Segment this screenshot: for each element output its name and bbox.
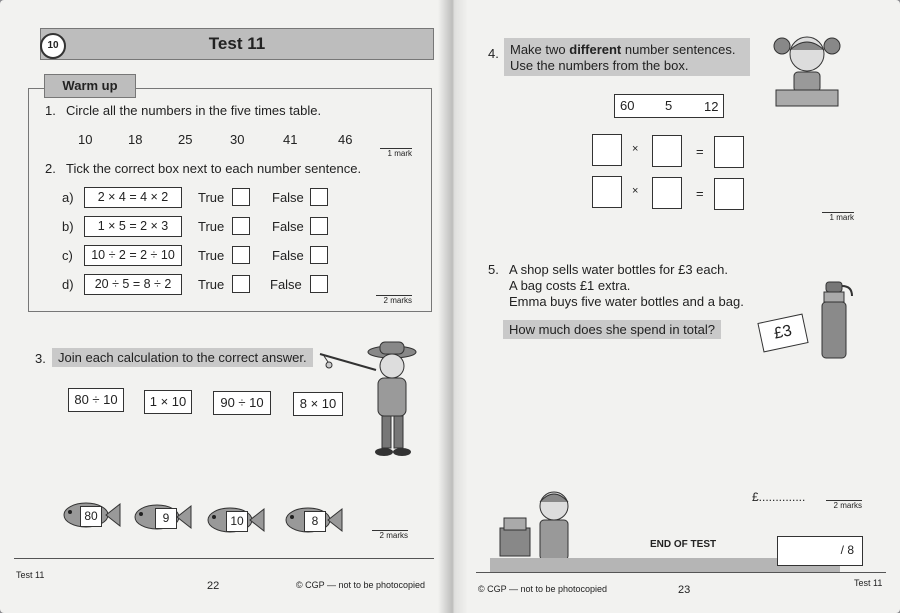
number-60: 60 bbox=[620, 98, 635, 113]
footer-copyright-right: © CGP — not to be photocopied bbox=[478, 584, 608, 594]
q3-answer-1[interactable]: 80 bbox=[80, 506, 102, 527]
q2d-false-label: False bbox=[270, 277, 302, 292]
q2d-sentence: 20 ÷ 5 = 8 ÷ 2 bbox=[84, 274, 182, 295]
q3-number: 3. bbox=[35, 351, 46, 366]
q3-calc-1[interactable]: 80 ÷ 10 bbox=[68, 388, 124, 412]
q2a-false-box[interactable] bbox=[310, 188, 328, 206]
warmup-tab: Warm up bbox=[44, 74, 136, 98]
q2-text: Tick the correct box next to each number sentence. bbox=[66, 161, 362, 176]
q4-mark: 1 mark bbox=[822, 212, 854, 222]
shopkeeper-illustration bbox=[498, 488, 608, 568]
q2d-false-box[interactable] bbox=[310, 275, 328, 293]
score-box[interactable] bbox=[777, 536, 863, 566]
q2b-false-label: False bbox=[272, 219, 304, 234]
q2b-true-box[interactable] bbox=[232, 217, 250, 235]
q5-mark: 2 marks bbox=[826, 500, 862, 510]
q3-text: Join each calculation to the correct answer. bbox=[52, 348, 313, 367]
q2c-sentence: 10 ÷ 2 = 2 ÷ 10 bbox=[84, 245, 182, 266]
q4-s2-box1[interactable] bbox=[592, 176, 622, 208]
girl-illustration bbox=[772, 32, 844, 110]
q2a-true-label: True bbox=[198, 190, 225, 205]
q3-answer-3[interactable]: 10 bbox=[226, 511, 248, 532]
q4-text-line1: Make two different number sentences. bbox=[510, 42, 736, 57]
page-number: 22 bbox=[207, 580, 220, 592]
footer-divider-right bbox=[476, 572, 886, 573]
q2a-label: a) bbox=[62, 190, 74, 205]
q4-s1-box2[interactable] bbox=[652, 135, 682, 167]
q5-number: 5. bbox=[488, 262, 499, 277]
q3-answer-4[interactable]: 8 bbox=[304, 511, 326, 532]
q1-num-46[interactable]: 46 bbox=[338, 132, 353, 147]
q2b-true-label: True bbox=[198, 219, 225, 234]
q4-s1-equals: = bbox=[696, 144, 704, 159]
page-number-right: 23 bbox=[678, 584, 691, 596]
q1-num-25[interactable]: 25 bbox=[178, 132, 193, 147]
title-bar bbox=[40, 28, 434, 60]
q1-num-10[interactable]: 10 bbox=[78, 132, 93, 147]
clock-icon: 10 bbox=[40, 33, 66, 59]
q2d-true-box[interactable] bbox=[232, 275, 250, 293]
q3-calc-4[interactable]: 8 × 10 bbox=[293, 392, 343, 416]
q2d-true-label: True bbox=[198, 277, 225, 292]
q2a-true-box[interactable] bbox=[232, 188, 250, 206]
q2-number: 2. bbox=[45, 161, 56, 176]
q1-num-18[interactable]: 18 bbox=[128, 132, 143, 147]
q1-mark: 1 mark bbox=[380, 148, 412, 158]
q2b-label: b) bbox=[62, 219, 74, 234]
q3-answer-2[interactable]: 9 bbox=[155, 508, 177, 529]
footer-test-label: Test 11 bbox=[16, 570, 45, 580]
number-12: 12 bbox=[704, 99, 719, 114]
q4-number: 4. bbox=[488, 46, 499, 61]
q1-num-30[interactable]: 30 bbox=[230, 132, 245, 147]
q2a-sentence: 2 × 4 = 4 × 2 bbox=[84, 187, 182, 208]
right-page bbox=[452, 0, 900, 613]
q4-s1-times: × bbox=[632, 143, 639, 155]
q4-s1-box3[interactable] bbox=[714, 136, 744, 168]
q2c-false-label: False bbox=[272, 248, 304, 263]
q2c-true-box[interactable] bbox=[232, 246, 250, 264]
q3-calc-3[interactable]: 90 ÷ 10 bbox=[213, 391, 271, 415]
footer-copyright: © CGP — not to be photocopied bbox=[296, 580, 426, 590]
q2b-false-box[interactable] bbox=[310, 217, 328, 235]
end-of-test: END OF TEST bbox=[650, 539, 717, 550]
q2c-label: c) bbox=[62, 248, 73, 263]
q4-s1-box1[interactable] bbox=[592, 134, 622, 166]
q4-text-line2: Use the numbers from the box. bbox=[510, 58, 689, 73]
q4-s2-equals: = bbox=[696, 186, 704, 201]
q2c-false-box[interactable] bbox=[310, 246, 328, 264]
q3-mark: 2 marks bbox=[372, 530, 408, 540]
q3-calc-2[interactable]: 1 × 10 bbox=[144, 390, 192, 414]
page-title: Test 11 bbox=[208, 34, 266, 53]
water-bottle-icon bbox=[816, 280, 856, 360]
fishing-boy-illustration bbox=[316, 340, 426, 460]
q5-line3: Emma buys five water bottles and a bag. bbox=[509, 294, 744, 309]
score-total: / 8 bbox=[840, 543, 854, 557]
q1-text: Circle all the numbers in the five times table. bbox=[66, 103, 322, 118]
q1-num-41[interactable]: 41 bbox=[283, 132, 298, 147]
number-5: 5 bbox=[665, 98, 673, 113]
q2-mark: 2 marks bbox=[376, 295, 412, 305]
q5-line2: A bag costs £1 extra. bbox=[509, 278, 631, 293]
q5-line1: A shop sells water bottles for £3 each. bbox=[509, 262, 728, 277]
q2c-true-label: True bbox=[198, 248, 225, 263]
q4-s2-box3[interactable] bbox=[714, 178, 744, 210]
q4-s2-box2[interactable] bbox=[652, 177, 682, 209]
q1-number: 1. bbox=[45, 103, 56, 118]
q4-s2-times: × bbox=[632, 185, 639, 197]
footer-divider bbox=[14, 558, 434, 559]
q2d-label: d) bbox=[62, 277, 74, 292]
price-tag: £3 bbox=[757, 314, 808, 353]
q5-answer-line[interactable]: £.............. bbox=[752, 490, 806, 504]
q5-question: How much does she spend in total? bbox=[503, 320, 721, 339]
footer-test-label-right: Test 11 bbox=[854, 578, 883, 588]
q2b-sentence: 1 × 5 = 2 × 3 bbox=[84, 216, 182, 237]
q2a-false-label: False bbox=[272, 190, 304, 205]
